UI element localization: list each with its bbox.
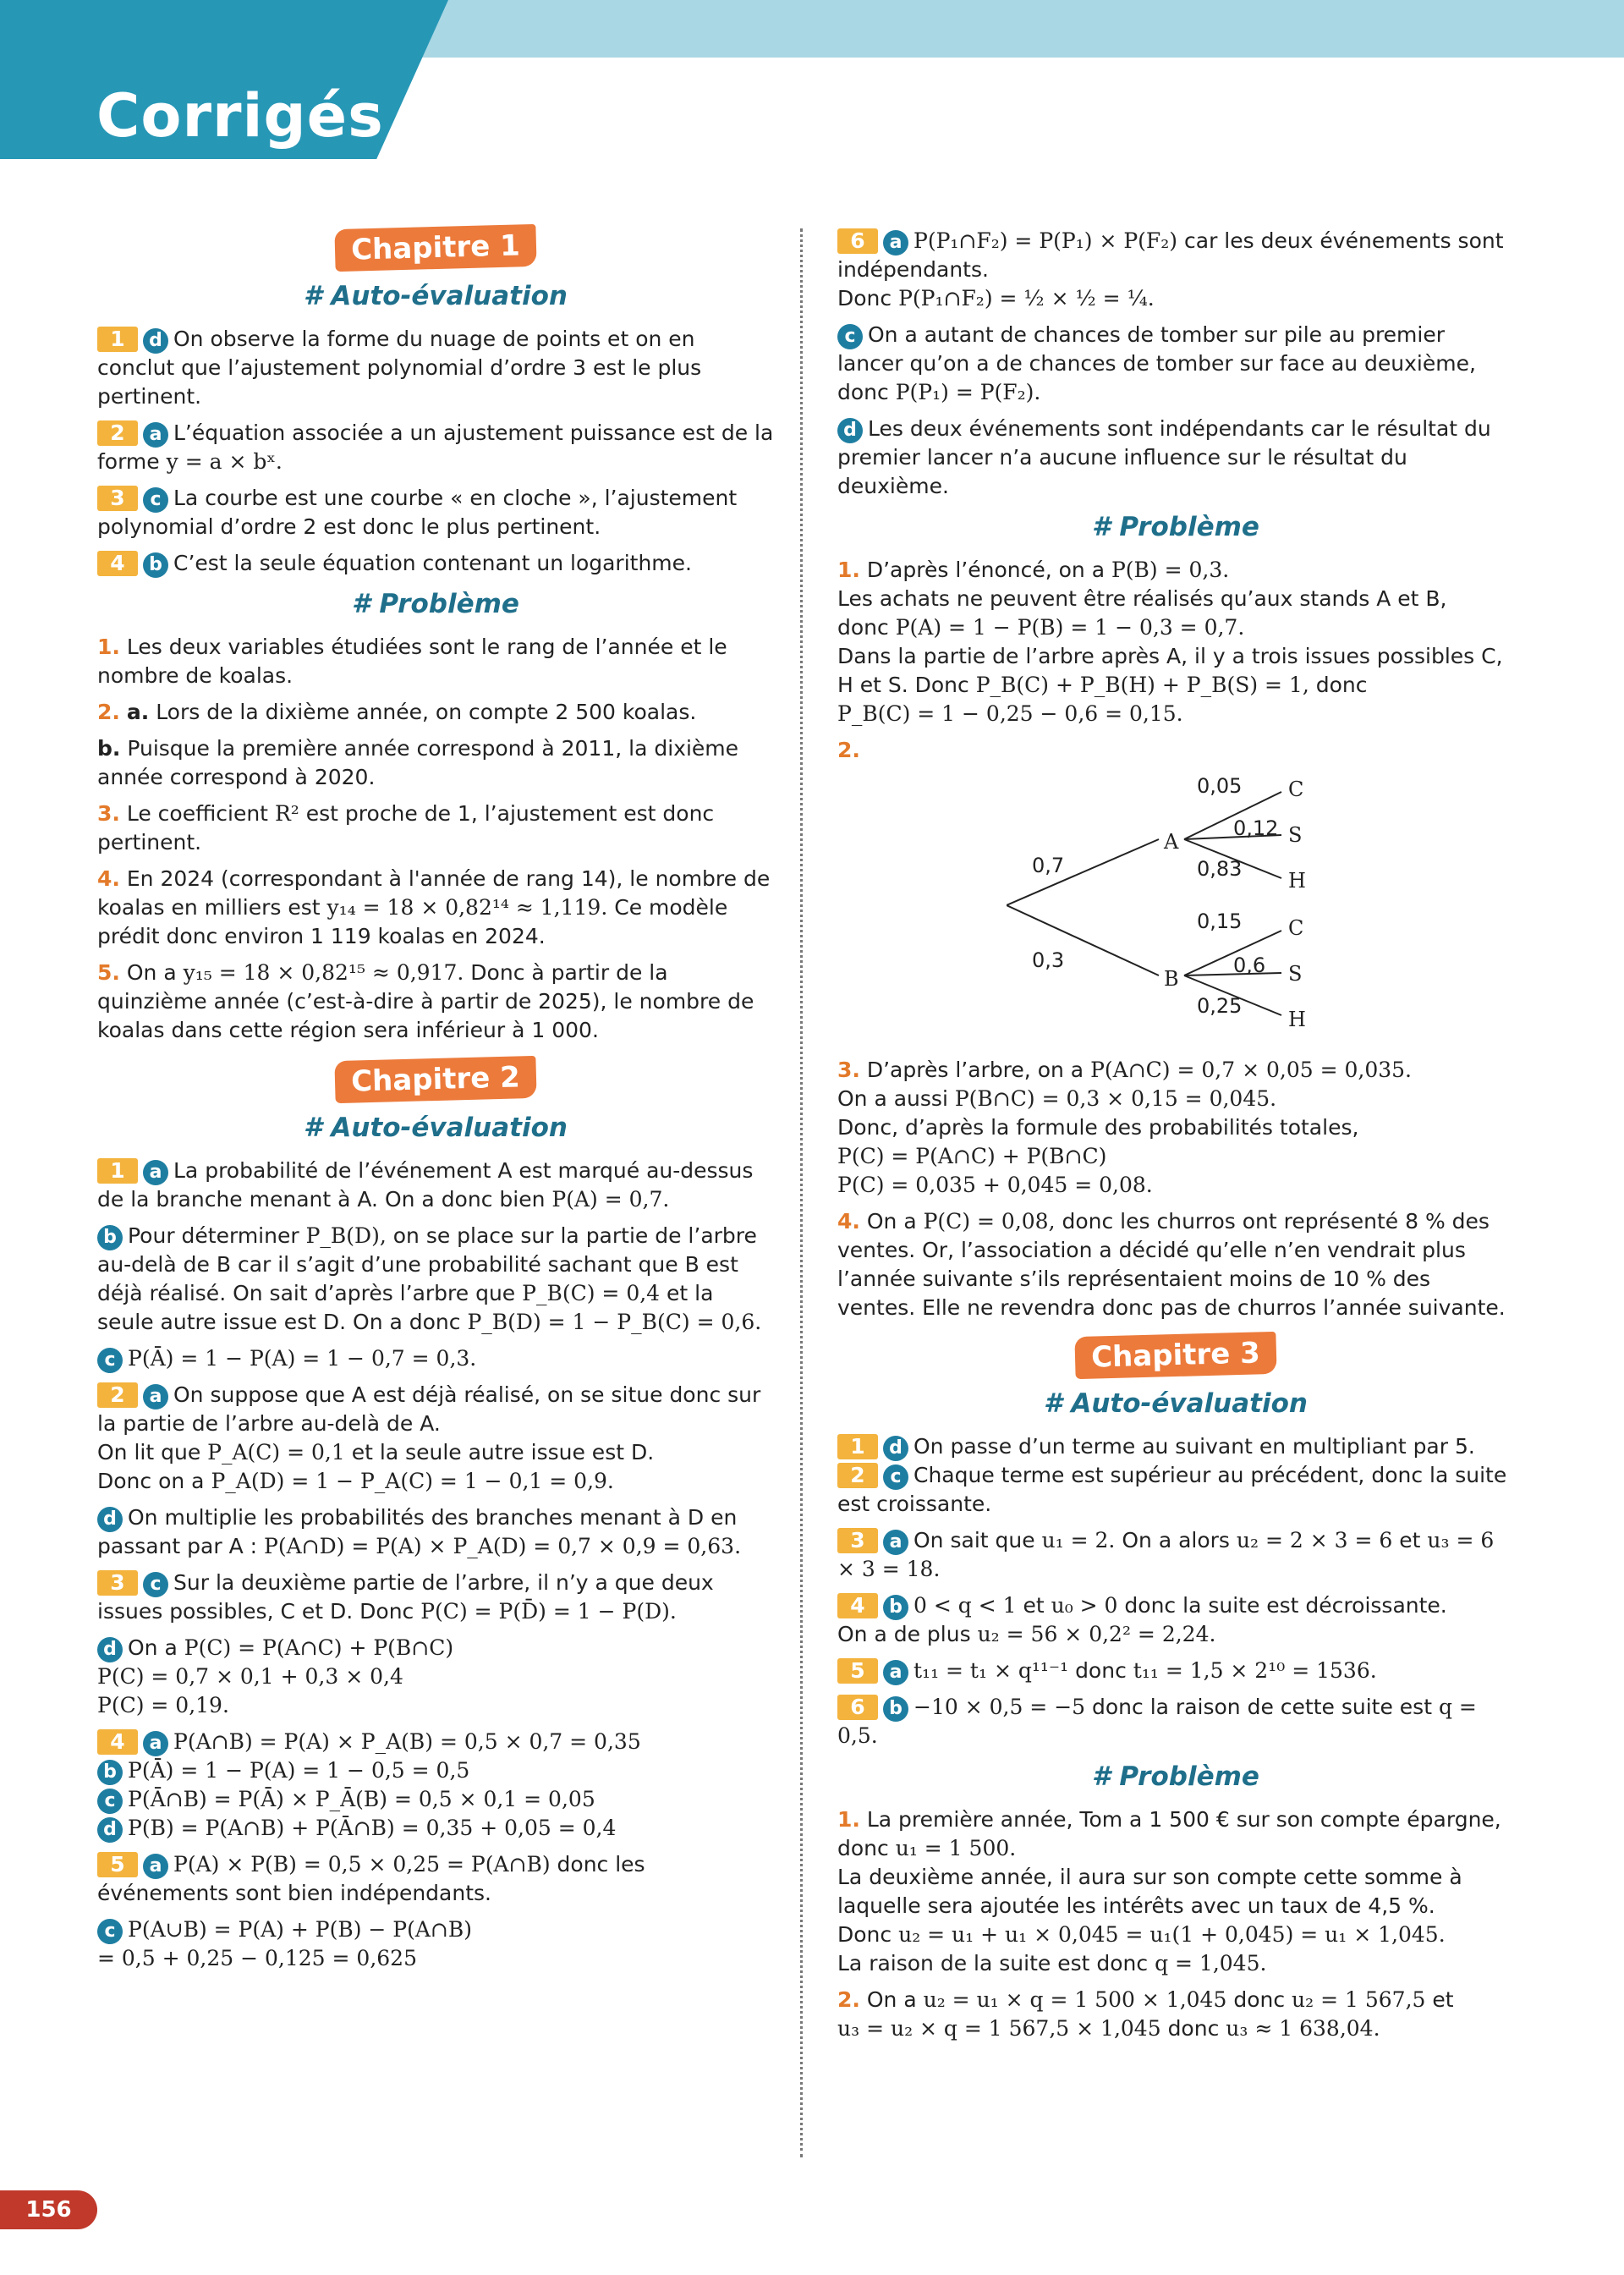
ch3-problem-1: 1. La première année, Tom a 1 500 € sur son compte épargne, donc u₁ = 1 500. La deuxième année, il aura sur son compte cette somme à laquelle sera ajoutée les intérêts avec un taux de 4,5 %. Donc u₂ = u₁ + u₁ × 0,045 = u₁(1 + 0,045) = u₁ × 1,045. La raison de la suite est donc q = 1,045. <box>837 1807 1501 1976</box>
ch2-problem-4: 4. On a P(C) = 0,08, donc les churros ont représenté 8 % des ventes. Or, l’association a décidé qu’elle n’en vendrait plus l’année suivante s’ils représentaient moins de 10 % des ventes. Elle ne revendra donc pas de churros l’année suivante. <box>837 1209 1506 1320</box>
ch1-problem-4: 4. En 2024 (correspondant à l'année de rang 14), le nombre de koalas en milliers est y₁₄ = 18 × 0,82¹⁴ ≈ 1,119. Ce modèle prédit donc environ 1 119 koalas en 2024. <box>97 866 771 948</box>
ch2-problem-1: 1. D’après l’énoncé, on a P(B) = 0,3. Les achats ne peuvent être réalisés qu’aux stands A et B, donc P(A) = 1 − P(B) = 1 − 0,3 = 0,7. Dans la partie de l’arbre après A, il y a trois issues possibles C, H et S. Donc P_B(C) + P_B(H) + P_B(S) = 1, donc P_B(C) = 1 − 0,25 − 0,6 = 0,15. <box>837 558 1503 726</box>
column-divider <box>800 228 803 2157</box>
ch2-problem-3: 3. D’après l’arbre, on a P(A∩C) = 0,7 × 0,05 = 0,035. On a aussi P(B∩C) = 0,3 × 0,15 = 0,045. Donc, d’après la formule des probabilités totales, P(C) = P(A∩C) + P(B∩C) P(C) = 0,035 + 0,045 = 0,08. <box>837 1058 1412 1197</box>
ch3-problem-2: 2. On a u₂ = u₁ × q = 1 500 × 1,045 donc u₂ = 1 567,5 et u₃ = u₂ × q = 1 567,5 × 1,045 donc u₃ ≈ 1 638,04. <box>837 1987 1454 2041</box>
prob-a: 0,7 <box>1032 854 1065 877</box>
ch3-answer-5: 5 a t₁₁ = t₁ × q¹¹⁻¹ donc t₁₁ = 1,5 × 2¹⁰ = 1536. <box>837 1657 1514 1685</box>
page-number: 156 <box>0 2190 97 2229</box>
ch2-answer-6a: 6 a P(P₁∩F₂) = P(P₁) × P(F₂) car les deux événements sont indépendants. Donc P(P₁∩F₂) = ½ × ½ = ¼. <box>837 228 1504 310</box>
ch1-problem-2b: b. Puisque la première année correspond à 2011, la dixième année correspond à 2020. <box>97 736 739 789</box>
outcome-a-h: H <box>1288 869 1306 893</box>
node-b: B <box>1164 967 1179 991</box>
prob-a-h: 0,83 <box>1197 857 1243 881</box>
outcome-a-s: S <box>1288 823 1303 847</box>
chapter-1-title: Chapitre 1 <box>334 224 536 272</box>
probability-tree <box>1007 768 1531 1047</box>
ch1-problem-title: # Problème <box>352 589 519 619</box>
prob-a-s: 0,12 <box>1233 816 1279 840</box>
ch1-answer-3: 3 c La courbe est une courbe « en cloche », l’ajustement polynomial d’ordre 2 est donc le plus pertinent. <box>97 486 738 539</box>
ch2-answer-6c: c On a autant de chances de tomber sur pile au premier lancer qu’on a de chances de tomber sur face au deuxième, donc P(P₁) = P(F₂). <box>837 322 1476 404</box>
prob-b-h: 0,25 <box>1197 994 1243 1018</box>
ch2-answer-6d: d Les deux événements sont indépendants car le résultat du premier lancer n’a aucune influence sur le résultat du deuxième. <box>837 416 1491 498</box>
ch2-problem-title: # Problème <box>1092 512 1259 542</box>
chapter-2-title: Chapitre 2 <box>334 1056 536 1103</box>
ch3-answer-3: 3 a On sait que u₁ = 2. On a alors u₂ = 2 × 3 = 6 et u₃ = 6 × 3 = 18. <box>837 1528 1495 1581</box>
branch-root-b <box>1007 905 1159 975</box>
ch1-problem-3: 3. Le coefficient R² est proche de 1, l’ajustement est donc pertinent. <box>97 801 715 854</box>
outcome-b-s: S <box>1288 962 1303 986</box>
page-title: Corrigés <box>96 81 384 151</box>
ch3-problem-title: # Problème <box>1092 1761 1259 1792</box>
prob-b-s: 0,6 <box>1233 953 1266 977</box>
ch1-problem-1: 1. Les deux variables étudiées sont le rang de l’année et le nombre de koalas. <box>97 635 727 688</box>
outcome-a-c: C <box>1288 778 1304 801</box>
ch1-auto-title: # Auto-évaluation <box>304 281 568 311</box>
chapter-3-title: Chapitre 3 <box>1074 1332 1276 1379</box>
ch3-answer-1: 1 d On passe d’un terme au suivant en multipliant par 5. <box>837 1432 1514 1461</box>
tree-lines <box>1007 768 1531 1047</box>
ch3-answer-4: 4 b 0 < q < 1 et u₀ > 0 donc la suite est décroissante. On a de plus u₂ = 56 × 0,2² = 2,24. <box>837 1593 1447 1646</box>
left-column <box>97 227 774 1981</box>
ch1-answer-4: 4 b C’est la seule équation contenant un logarithme. <box>97 549 774 578</box>
ch2-answer-4d: d P(B) = P(A∩B) + P(Ā∩B) = 0,35 + 0,05 = 0,4 <box>97 1814 774 1843</box>
ch2-answer-4a: 4 a P(A∩B) = P(A) × P_A(B) = 0,5 × 0,7 = 0,35 <box>97 1728 774 1756</box>
ch1-problem-2a: 2. a. Lors de la dixième année, on compte 2 500 koalas. <box>97 700 697 724</box>
outcome-b-c: C <box>1288 916 1304 940</box>
node-a: A <box>1164 830 1179 854</box>
ch1-answer-2: 2 a L’équation associée a un ajustement puissance est de la forme y = a × bˣ. <box>97 420 774 474</box>
ch2-answer-3c: 3 c Sur la deuxième partie de l’arbre, il n’y a que deux issues possibles, C et D. Donc P(C) = P(D̄) = 1 − P(D). <box>97 1570 714 1624</box>
ch2-auto-title: # Auto-évaluation <box>304 1113 568 1143</box>
prob-b: 0,3 <box>1032 948 1065 972</box>
branch-root-a <box>1007 839 1159 905</box>
ch2-answer-2d: d On multiplie les probabilités des branches menant à D en passant par A : P(A∩D) = P(A) × P_A(D) = 0,7 × 0,9 = 0,63. <box>97 1505 742 1558</box>
ch2-answer-4b: b P(Ā) = 1 − P(A) = 1 − 0,5 = 0,5 <box>97 1756 774 1785</box>
prob-a-c: 0,05 <box>1197 774 1243 798</box>
ch3-answer-6: 6 b −10 × 0,5 = −5 donc la raison de cette suite est q = 0,5. <box>837 1695 1477 1748</box>
ch2-answer-1a: 1 a La probabilité de l’événement A est marqué au-dessus de la branche menant à A. On a donc bien P(A) = 0,7. <box>97 1158 754 1212</box>
ch2-answer-3d: d On a P(C) = P(A∩C) + P(B∩C) P(C) = 0,7 × 0,1 + 0,3 × 0,4 P(C) = 0,19. <box>97 1635 454 1717</box>
ch2-problem-2: 2. <box>837 738 860 762</box>
ch2-answer-1b: b Pour déterminer P_B(D), on se place sur la partie de l’arbre au-delà de B car il s’agit d’une probabilité sachant que B est déjà réalisé. On sait d’après l’arbre que P_B(C) = 0,4 et la seule autre issue est D. On a donc P_B(D) = 1 − P_B(C) = 0,6. <box>97 1223 762 1334</box>
ch1-problem-5: 5. On a y₁₅ = 18 × 0,82¹⁵ ≈ 0,917. Donc à partir de la quinzième année (c’est-à-dire à partir de 2025), le nombre de koalas dans cette région sera inférieur à 1 000. <box>97 960 754 1042</box>
ch2-answer-5a: 5 a P(A) × P(B) = 0,5 × 0,25 = P(A∩B) donc les événements sont bien indépendants. <box>97 1852 645 1905</box>
right-column <box>837 227 1514 2051</box>
ch3-answer-2: 2 c Chaque terme est supérieur au précédent, donc la suite est croissante. <box>837 1463 1507 1516</box>
outcome-b-h: H <box>1288 1008 1306 1031</box>
ch2-answer-4c: c P(Ā∩B) = P(Ā) × P_Ā(B) = 0,5 × 0,1 = 0,05 <box>97 1785 774 1814</box>
prob-b-c: 0,15 <box>1197 909 1243 933</box>
ch2-answer-2a: 2 a On suppose que A est déjà réalisé, on se situe donc sur la partie de l’arbre au-delà de A. On lit que P_A(C) = 0,1 et la seule autre issue est D. Donc on a P_A(D) = 1 − P_A(C) = 1 − 0,1 = 0,9. <box>97 1382 761 1493</box>
ch3-auto-title: # Auto-évaluation <box>1044 1388 1308 1419</box>
ch2-answer-5c: c P(A∪B) = P(A) + P(B) − P(A∩B) = 0,5 + 0,25 − 0,125 = 0,625 <box>97 1917 473 1970</box>
ch1-answer-1: 1 d On observe la forme du nuage de points et on en conclut que l’ajustement polynomial d’ordre 3 est le plus pertinent. <box>97 327 702 409</box>
ch2-answer-1c: c P(Ā) = 1 − P(A) = 1 − 0,7 = 0,3. <box>97 1344 774 1373</box>
